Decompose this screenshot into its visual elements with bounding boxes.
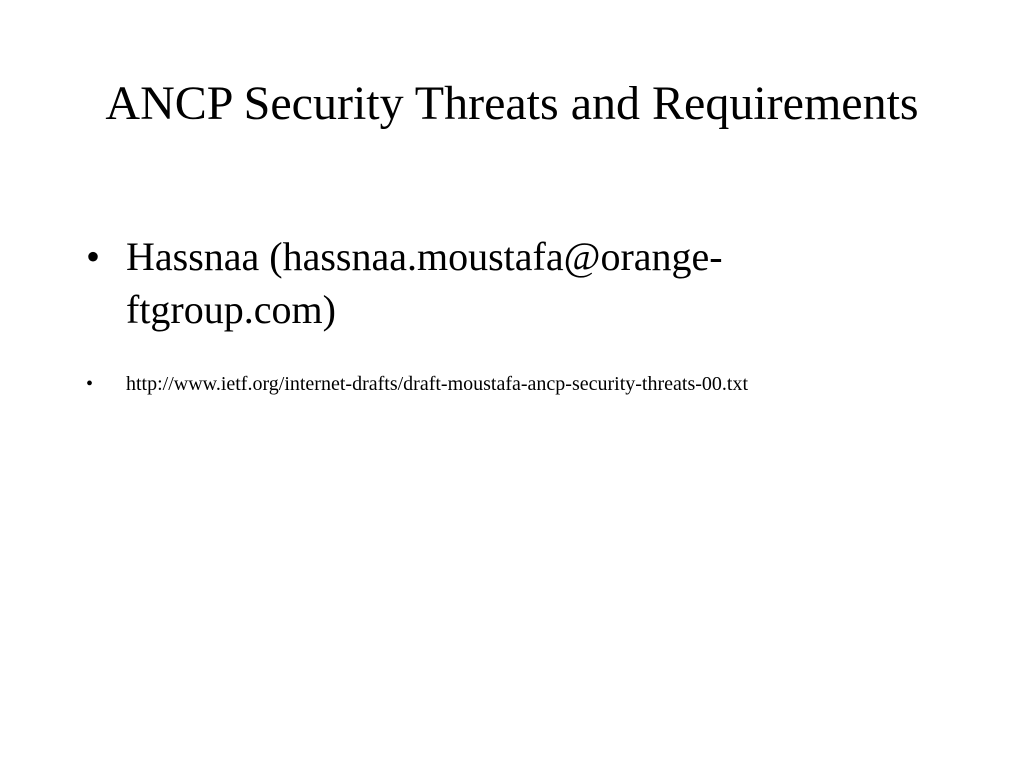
bullet-marker: • bbox=[86, 234, 101, 279]
draft-url-text: http://www.ietf.org/internet-drafts/draft-moustafa-ancp-security-threats-00.txt bbox=[126, 373, 749, 395]
bullet-marker: • bbox=[86, 373, 94, 395]
contact-text: Hassnaa (hassnaa.moustafa@orange-ftgroup.com) bbox=[126, 234, 723, 332]
slide-title: ANCP Security Threats and Requirements bbox=[105, 77, 919, 130]
